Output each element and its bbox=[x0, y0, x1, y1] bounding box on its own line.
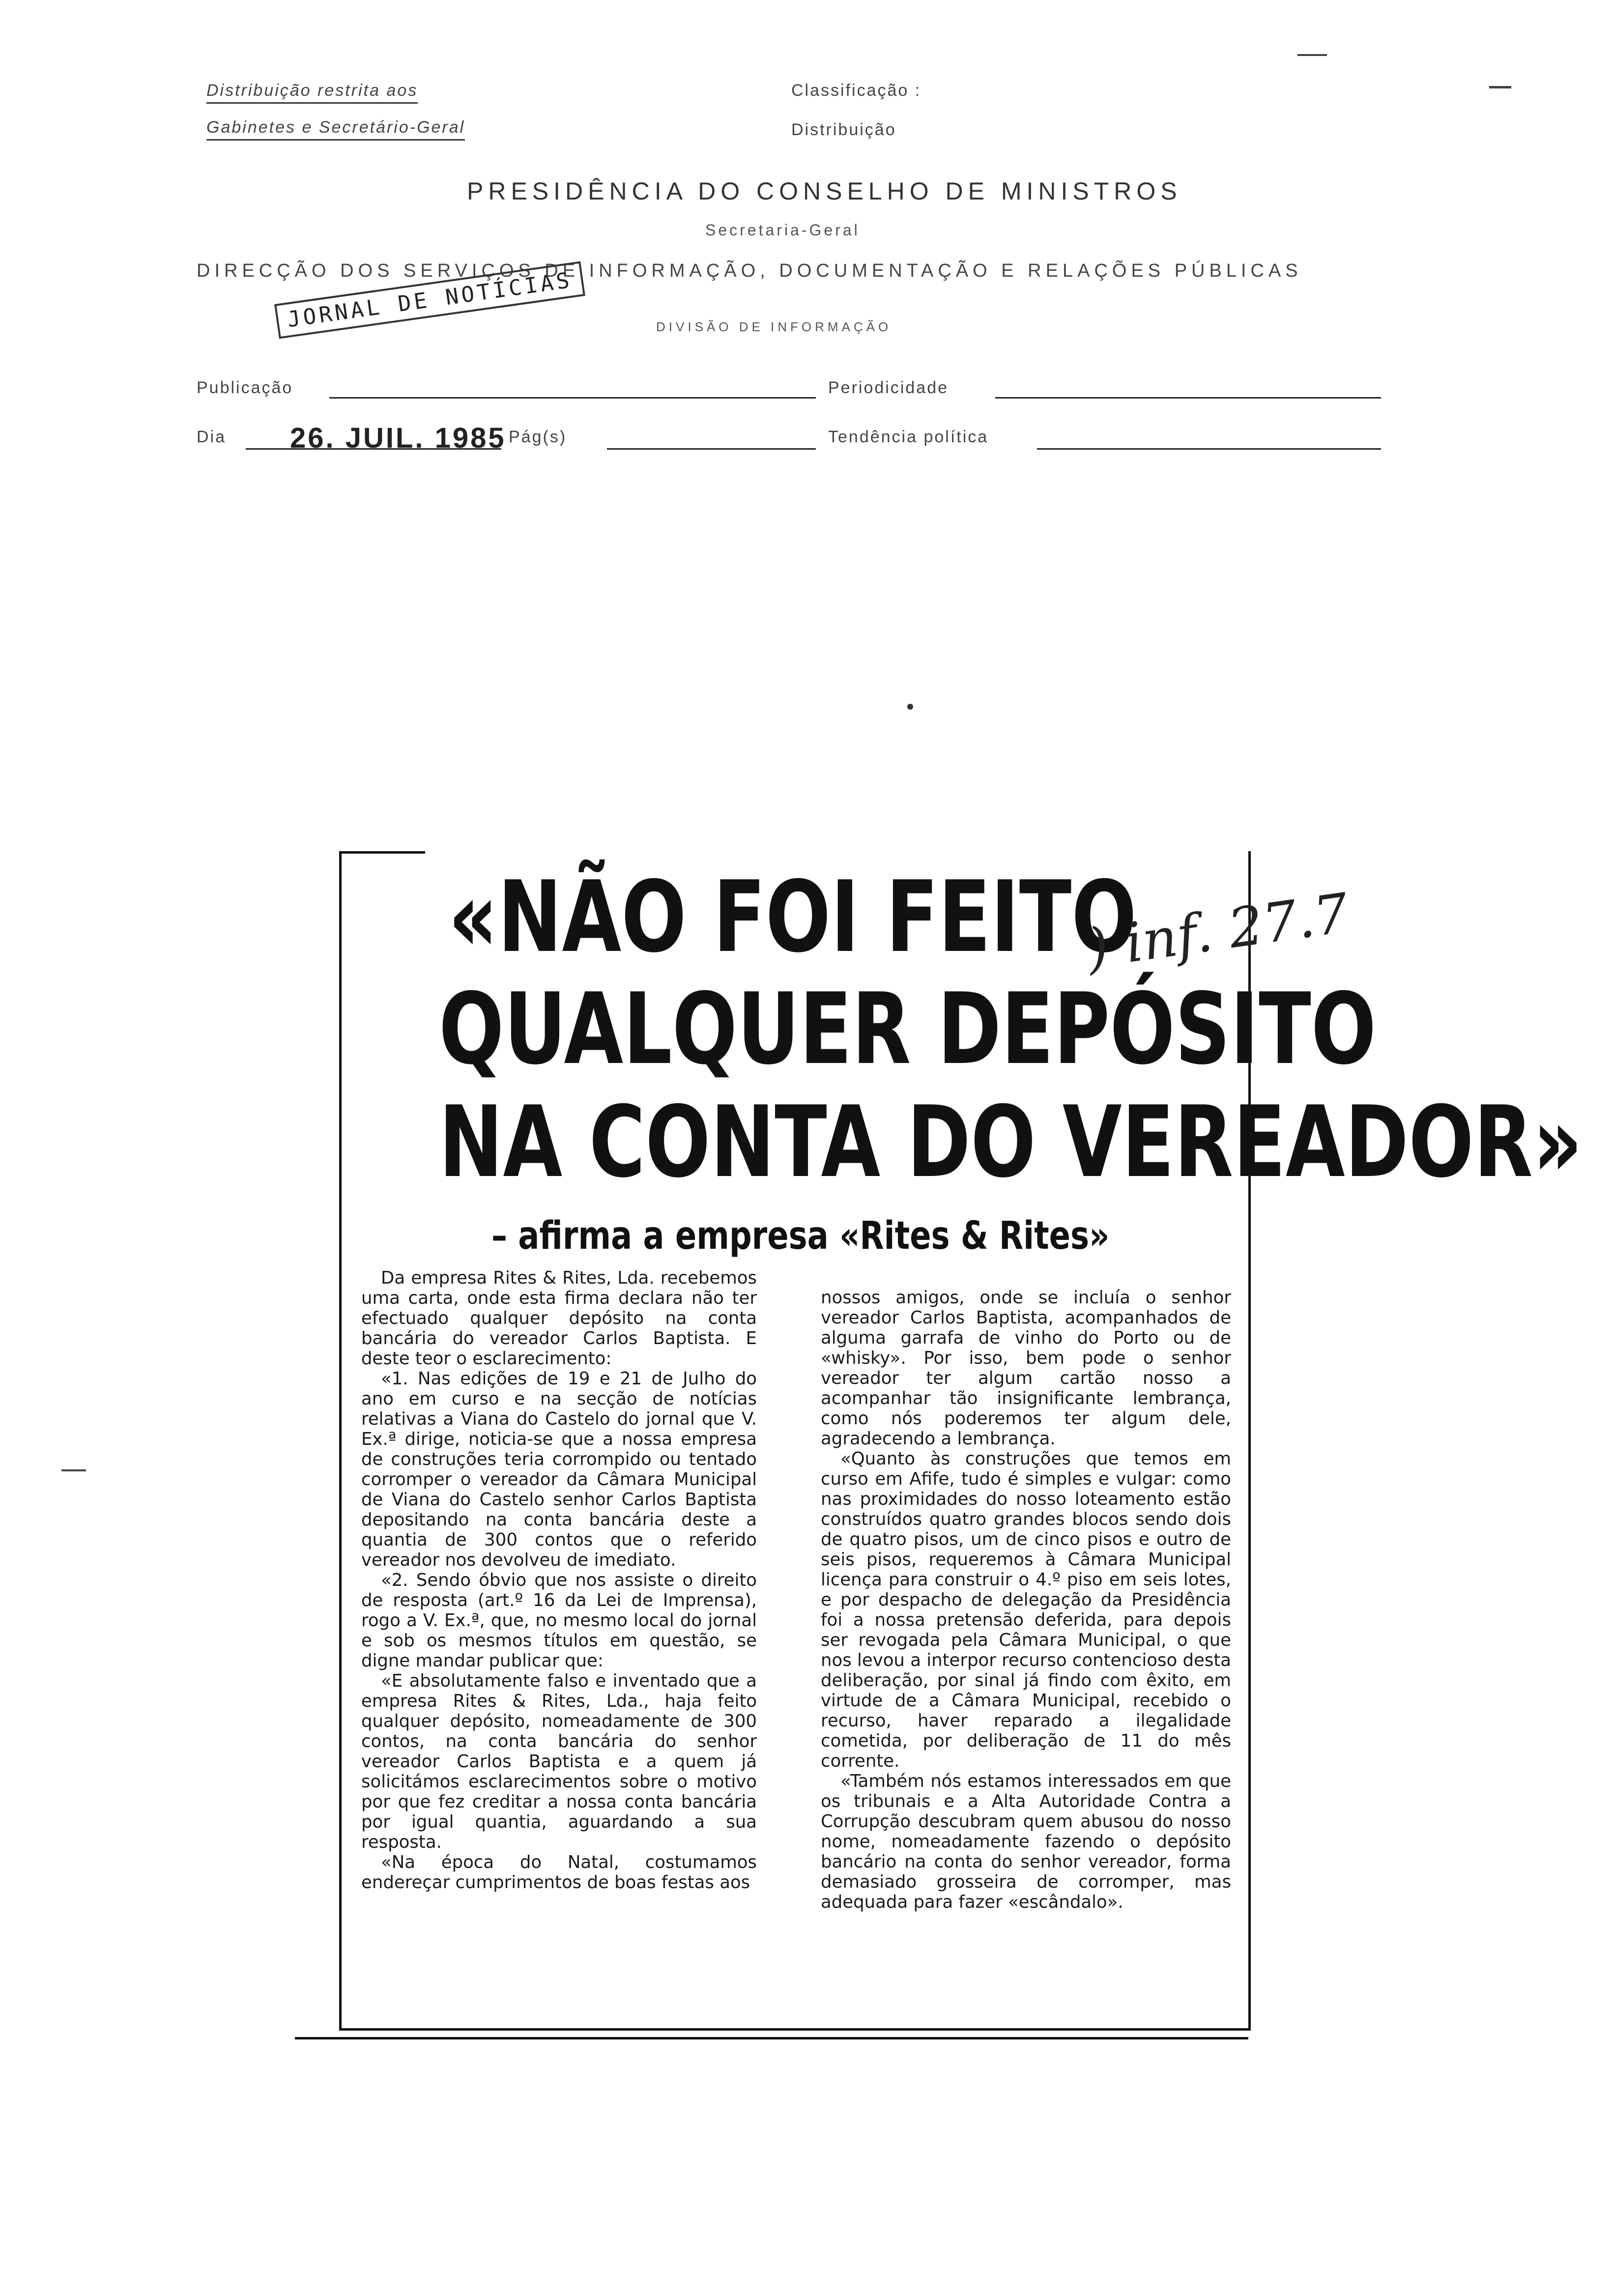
page-label: Pág(s) bbox=[509, 428, 567, 446]
date-stamp: 26. JUIL. 1985 bbox=[290, 422, 506, 454]
paragraph: «E absolutamente falso e inventado que a empresa Rites & Rites, Lda., haja feito qualquer depósito, nomeadamente de 300 contos, na conta bancária do senhor vereador Carlos Baptista e a quem já solicitámos esclarecimentos sobre o motivo por que fez creditar a nossa conta bancária por igual quantia, aguardando a sua resposta. bbox=[361, 1671, 757, 1852]
scan-speck bbox=[907, 704, 913, 710]
division-label: DIVISÃO DE INFORMAÇÃO bbox=[656, 319, 892, 334]
paragraph: «2. Sendo óbvio que nos assiste o direito de resposta (art.º 16 da Lei de Imprensa), rogo a V. Ex.ª, que, no mesmo local do jornal e sob os mesmos títulos em questão, se digne mandar publicar que: bbox=[361, 1570, 757, 1671]
page-subtitle: Secretaria-Geral bbox=[705, 221, 860, 239]
distribution-label: Distribuição bbox=[791, 120, 896, 139]
distribution-restriction-line2: Gabinetes e Secretário-Geral bbox=[206, 118, 465, 141]
periodicity-label: Periodicidade bbox=[828, 378, 949, 397]
headline-line2: QUALQUER DEPÓSITO bbox=[438, 972, 1377, 1087]
page-title: PRESIDÊNCIA DO CONSELHO DE MINISTROS bbox=[467, 177, 1182, 205]
headline-line1: «NÃO FOI FEITO bbox=[448, 860, 1137, 975]
distribution-restriction-line1: Distribuição restrita aos bbox=[206, 81, 418, 104]
publication-field-line bbox=[329, 397, 816, 399]
paragraph: nossos amigos, onde se incluía o senhor vereador Carlos Baptista, acompanhados de alguma garrafa de vinho do Porto ou de «whisky». Por isso, bem pode o senhor vereador ter algum cartão nosso a acompanhar tão insignificante lembrança, como nós poderemos ter algum dele, agradecendo a lembrança. bbox=[821, 1288, 1231, 1449]
tendency-label: Tendência política bbox=[828, 428, 989, 446]
page-field-line bbox=[607, 448, 816, 450]
direction-line: DIRECÇÃO DOS SERVIÇOS DE INFORMAÇÃO, DOCUMENTAÇÃO E RELAÇÕES PÚBLICAS bbox=[197, 260, 1302, 281]
clipping-top-border bbox=[339, 851, 425, 854]
paragraph: Da empresa Rites & Rites, Lda. recebemos uma carta, onde esta firma declara não ter efectuado qualquer depósito na conta bancária do vereador Carlos Baptista. E deste teor o esclarecimento: bbox=[361, 1268, 757, 1369]
paragraph: «1. Nas edições de 19 e 21 de Julho do ano em curso e na secção de notícias relativas a Viana do Castelo do jornal que V. Ex.ª dirige, noticia-se que a nossa empresa de construções teria corrompido ou tentado corromper o vereador da Câmara Municipal de Viana do Castelo senhor Carlos Baptista depositando na conta bancária deste a quantia de 300 contos que o referido vereador nos devolveu de imediato. bbox=[361, 1369, 757, 1570]
tendency-field-line bbox=[1037, 448, 1381, 450]
publication-label: Publicação bbox=[197, 378, 293, 397]
paragraph: «Na época do Natal, costumamos endereçar cumprimentos de boas festas aos bbox=[361, 1852, 757, 1893]
handwritten-note: ) inf. 27.7 bbox=[1083, 881, 1353, 980]
periodicity-field-line bbox=[995, 397, 1381, 399]
scan-mark bbox=[1297, 54, 1327, 56]
paragraph: «Quanto às construções que temos em curso em Afife, tudo é simples e vulgar: como nas proximidades do nosso loteamento estão construídos quatro grandes blocos sendo dois de quatro pisos, um de cinco pisos e outro de seis pisos, requeremos à Câmara Municipal licença para construir o 4.º piso em seis lotes, e por despacho de delegação da Presidência foi a nossa pretensão deferida, para depois ser revogada pela Câmara Municipal, o que nos levou a interpor recurso contencioso desta deliberação, por sinal já findo com êxito, em virtude de a Câmara Municipal, recebido o recurso, haver reparado a ilegalidade cometida, por deliberação de 11 do mês corrente. bbox=[821, 1449, 1232, 1771]
headline-line3: NA CONTA DO VEREADOR» bbox=[438, 1085, 1583, 1200]
article-column-left bbox=[361, 1268, 757, 1893]
scan-mark bbox=[61, 1469, 86, 1471]
scan-mark bbox=[1489, 86, 1511, 88]
sub-headline: – afirma a empresa «Rites & Rites» bbox=[491, 1214, 1110, 1258]
article-column-right bbox=[821, 1288, 1231, 1912]
day-label: Dia bbox=[197, 428, 227, 446]
clipping-bottom-rule bbox=[295, 2037, 1248, 2039]
newspaper-stamp: JORNAL DE NOTÍCIAS bbox=[274, 261, 585, 339]
classification-label: Classificação : bbox=[791, 81, 921, 100]
paragraph: «Também nós estamos interessados em que os tribunais e a Alta Autoridade Contra a Corrupção descubram quem abusou do nosso nome, nomeadamente fazendo o depósito bancário na conta do senhor vereador, forma demasiado grosseira de corromper, mas adequada para fazer «escândalo». bbox=[821, 1771, 1231, 1912]
